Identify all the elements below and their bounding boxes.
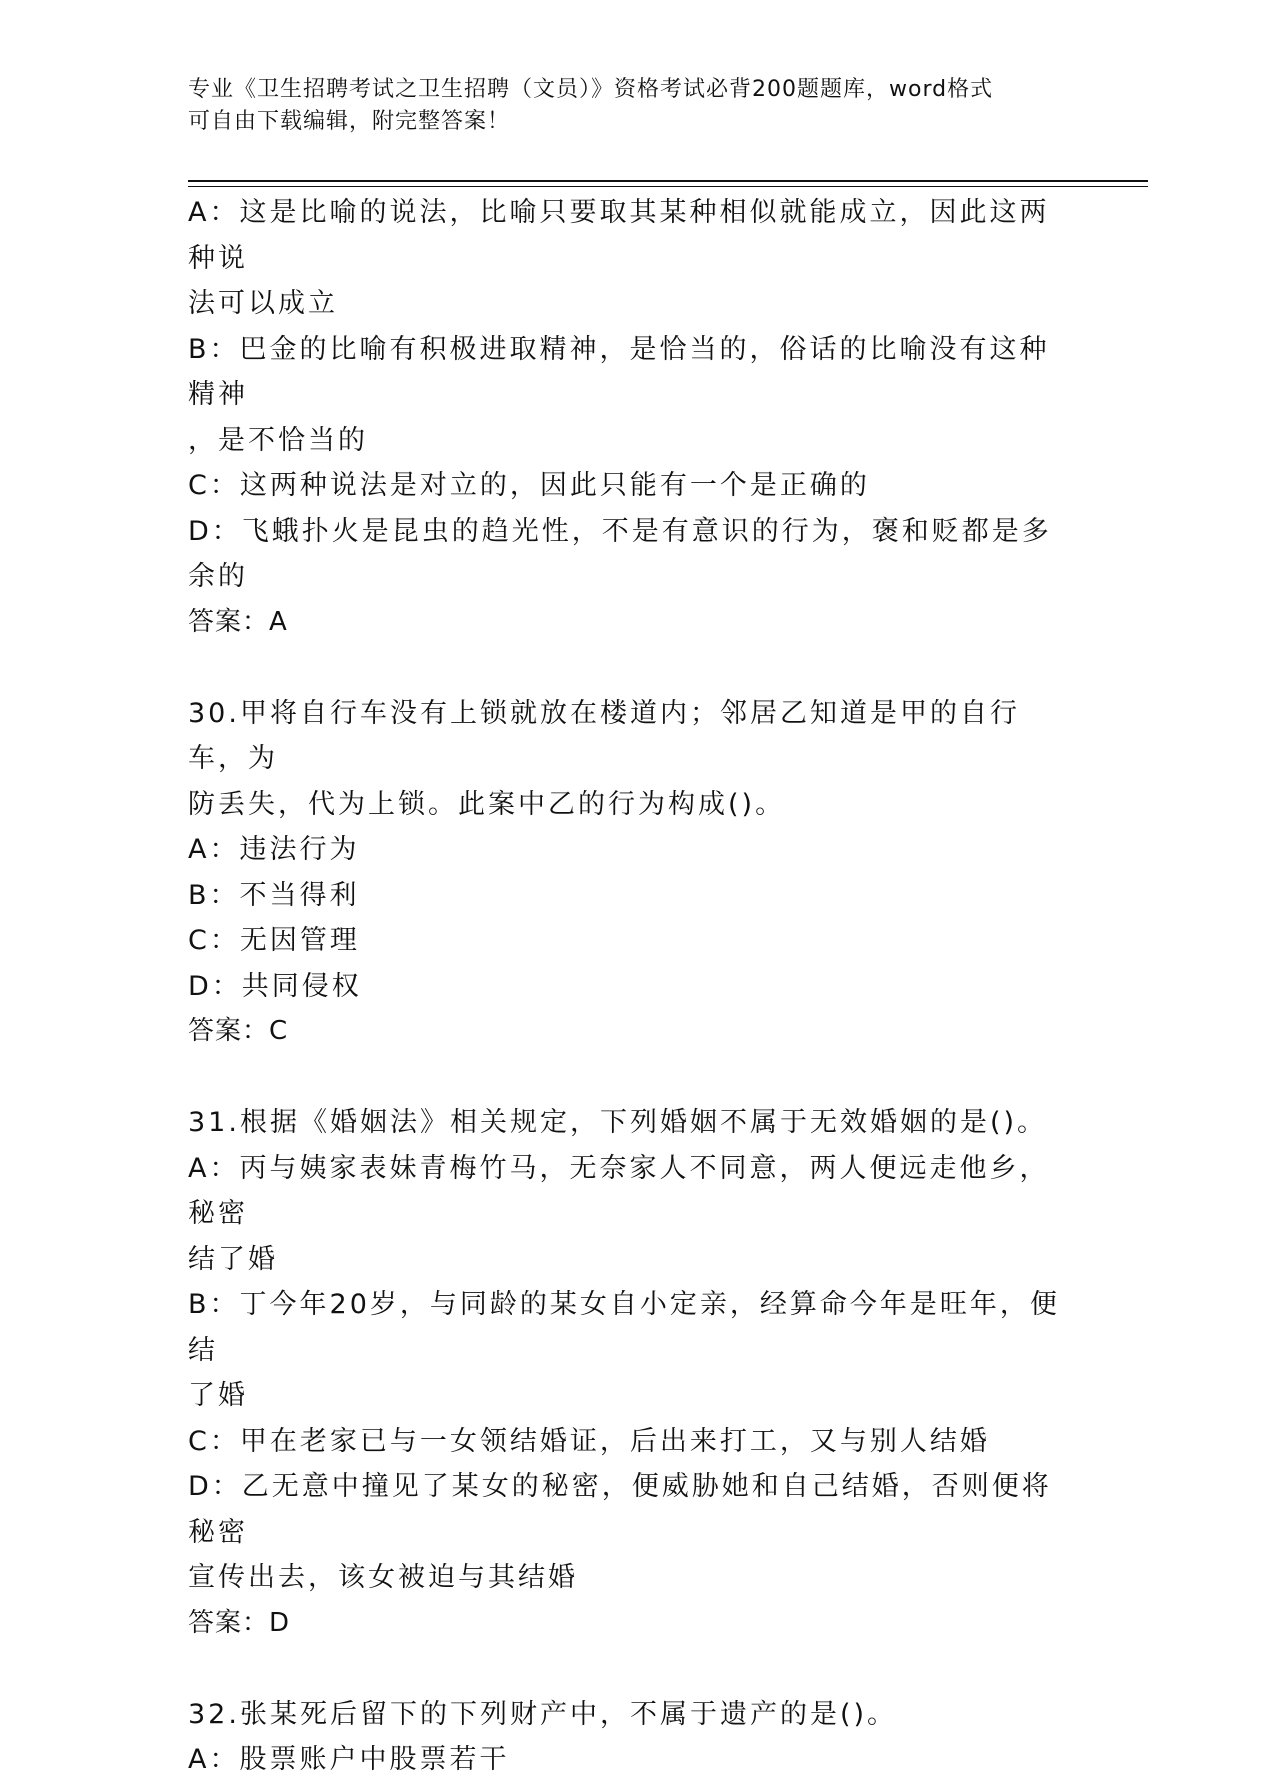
question-32 bbox=[188, 1692, 1068, 1783]
question-stem: 32.张某死后留下的下列财产中，不属于遗产的是()。 bbox=[188, 1698, 898, 1730]
spacer bbox=[188, 1646, 1068, 1692]
option-c: C：无因管理 bbox=[188, 925, 360, 956]
header-divider-thin bbox=[188, 186, 1148, 187]
spacer bbox=[188, 645, 1068, 691]
option-c: C：这两种说法是对立的，因此只能有一个是正确的 bbox=[188, 470, 870, 501]
option-a-line-1: A：这是比喻的说法，比喻只要取其某种相似就能成立，因此这两种说 bbox=[188, 197, 1050, 274]
question-29 bbox=[188, 190, 1068, 645]
document-header bbox=[188, 74, 1068, 138]
option-a: A：股票账户中股票若干 bbox=[188, 1744, 510, 1775]
question-stem-line-1: 30.甲将自行车没有上锁就放在楼道内；邻居乙知道是甲的自行车，为 bbox=[188, 697, 1020, 774]
question-stem-line-2: 防丢失，代为上锁。此案中乙的行为构成()。 bbox=[188, 788, 786, 820]
answer: 答案：D bbox=[188, 1607, 291, 1638]
option-a-line-1: A：丙与姨家表妹青梅竹马，无奈家人不同意，两人便远走他乡，秘密 bbox=[188, 1152, 1050, 1229]
header-title-line-1: 专业《卫生招聘考试之卫生招聘（文员）》资格考试必背200题题库，word格式 bbox=[188, 77, 994, 102]
option-d: D：共同侵权 bbox=[188, 970, 362, 1002]
spacer bbox=[188, 1055, 1068, 1101]
question-31 bbox=[188, 1100, 1068, 1646]
question-30 bbox=[188, 691, 1068, 1055]
option-d: D：飞蛾扑火是昆虫的趋光性，不是有意识的行为，褒和贬都是多余的 bbox=[188, 515, 1052, 592]
document-body bbox=[188, 190, 1068, 1783]
option-b-line-2: 了婚 bbox=[188, 1380, 248, 1411]
option-b: B：不当得利 bbox=[188, 879, 360, 911]
header-divider-thick bbox=[188, 180, 1148, 182]
answer: 答案：C bbox=[188, 1016, 289, 1046]
header-title-line-2: 可自由下载编辑，附完整答案！ bbox=[188, 109, 511, 134]
option-b-line-1: B：巴金的比喻有积极进取精神，是恰当的，俗话的比喻没有这种精神 bbox=[188, 333, 1050, 410]
option-a: A：违法行为 bbox=[188, 834, 360, 865]
option-d-line-1: D：乙无意中撞见了某女的秘密，便威胁她和自己结婚，否则便将秘密 bbox=[188, 1471, 1052, 1548]
option-b-line-2: ，是不恰当的 bbox=[188, 424, 368, 456]
option-a-line-2: 结了婚 bbox=[188, 1243, 278, 1275]
option-a-line-2: 法可以成立 bbox=[188, 288, 338, 319]
option-c: C：甲在老家已与一女领结婚证，后出来打工，又与别人结婚 bbox=[188, 1425, 990, 1457]
answer: 答案：A bbox=[188, 606, 288, 637]
question-stem: 31.根据《婚姻法》相关规定，下列婚姻不属于无效婚姻的是()。 bbox=[188, 1107, 1048, 1138]
option-b-line-1: B：丁今年20岁，与同龄的某女自小定亲，经算命今年是旺年，便结 bbox=[188, 1289, 1060, 1366]
option-d-line-2: 宣传出去，该女被迫与其结婚 bbox=[188, 1562, 578, 1593]
